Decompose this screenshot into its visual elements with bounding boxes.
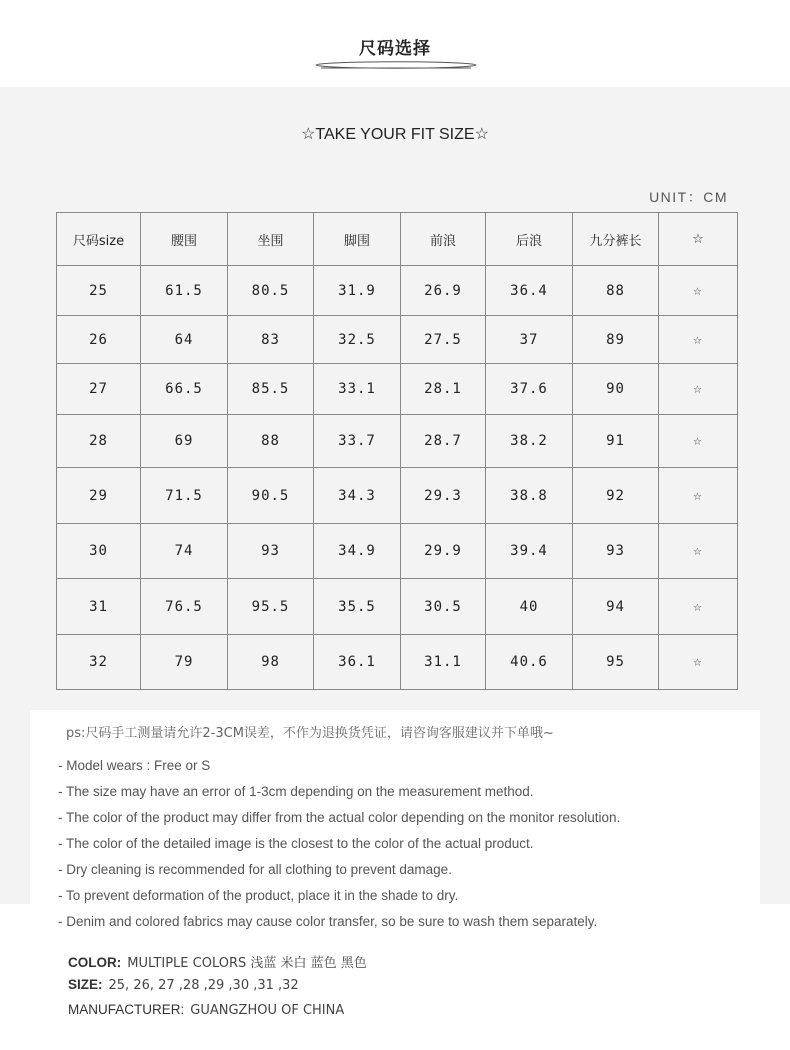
cell-back-rise: 38.2 xyxy=(486,415,573,468)
note-item: - The color of the product may differ from the actual color depending on the monitor resolution. xyxy=(58,810,621,825)
cell-hip: 93 xyxy=(228,524,314,579)
table-row xyxy=(57,266,738,316)
cell-hem: 34.3 xyxy=(314,468,401,524)
star-icon: ☆ xyxy=(659,579,738,635)
page-title: 尺码选择 xyxy=(359,39,431,59)
cell-back-rise: 36.4 xyxy=(486,266,573,316)
cell-front-rise: 27.5 xyxy=(401,316,486,364)
color-label: COLOR: xyxy=(68,955,122,970)
cell-size: 27 xyxy=(57,364,141,415)
cell-hem: 34.9 xyxy=(314,524,401,579)
cell-waist: 61.5 xyxy=(141,266,228,316)
cell-size: 30 xyxy=(57,524,141,579)
cell-back-rise: 40.6 xyxy=(486,635,573,690)
cell-size: 28 xyxy=(57,415,141,468)
cell-waist: 76.5 xyxy=(141,579,228,635)
table-row xyxy=(57,415,738,468)
cell-back-rise: 39.4 xyxy=(486,524,573,579)
header-front-rise: 前浪 xyxy=(401,213,486,266)
cell-hip: 98 xyxy=(228,635,314,690)
cell-waist: 64 xyxy=(141,316,228,364)
cell-waist: 69 xyxy=(141,415,228,468)
cell-length: 92 xyxy=(573,468,659,524)
header-hip: 坐围 xyxy=(228,213,314,266)
manufacturer-value: GUANGZHOU OF CHINA xyxy=(190,1003,345,1018)
cell-front-rise: 30.5 xyxy=(401,579,486,635)
star-icon: ☆ xyxy=(659,635,738,690)
header-length: 九分裤长 xyxy=(573,213,659,266)
header-waist: 腰围 xyxy=(141,213,228,266)
cell-front-rise: 29.3 xyxy=(401,468,486,524)
table-row xyxy=(57,364,738,415)
header xyxy=(0,0,790,87)
cell-hip: 85.5 xyxy=(228,364,314,415)
cell-length: 95 xyxy=(573,635,659,690)
cell-back-rise: 40 xyxy=(486,579,573,635)
cell-waist: 71.5 xyxy=(141,468,228,524)
cell-length: 93 xyxy=(573,524,659,579)
table-row xyxy=(57,316,738,364)
unit-label: UNIT：CM xyxy=(649,189,728,205)
star-icon: ☆ xyxy=(659,213,738,266)
cell-length: 88 xyxy=(573,266,659,316)
cell-hem: 33.1 xyxy=(314,364,401,415)
star-icon: ☆ xyxy=(659,415,738,468)
table-row xyxy=(57,635,738,690)
star-icon: ☆ xyxy=(659,266,738,316)
cell-hem: 32.5 xyxy=(314,316,401,364)
cell-back-rise: 38.8 xyxy=(486,468,573,524)
note-item: - To prevent deformation of the product, place it in the shade to dry. xyxy=(58,888,459,903)
cell-front-rise: 29.9 xyxy=(401,524,486,579)
note-item: - Denim and colored fabrics may cause color transfer, so be sure to wash them separately. xyxy=(58,914,598,929)
manufacturer-label: MANUFACTURER: xyxy=(68,1002,185,1017)
cell-waist: 79 xyxy=(141,635,228,690)
cell-front-rise: 26.9 xyxy=(401,266,486,316)
cell-hip: 95.5 xyxy=(228,579,314,635)
manufacturer-info xyxy=(68,1002,344,1018)
cell-length: 90 xyxy=(573,364,659,415)
table-row xyxy=(57,468,738,524)
color-info xyxy=(68,952,367,971)
cell-length: 94 xyxy=(573,579,659,635)
size-table xyxy=(56,212,738,690)
cell-hip: 88 xyxy=(228,415,314,468)
notes-list xyxy=(58,757,620,939)
cell-size: 31 xyxy=(57,579,141,635)
star-icon: ☆ xyxy=(659,524,738,579)
cell-back-rise: 37 xyxy=(486,316,573,364)
cell-hem: 35.5 xyxy=(314,579,401,635)
note-item: - The size may have an error of 1-3cm depending on the measurement method. xyxy=(58,784,534,799)
cell-front-rise: 28.7 xyxy=(401,415,486,468)
header-hem: 脚围 xyxy=(314,213,401,266)
cell-hip: 90.5 xyxy=(228,468,314,524)
size-label: SIZE: xyxy=(68,977,103,992)
size-info xyxy=(68,977,299,993)
note-item: - Model wears : Free or S xyxy=(58,758,211,773)
table-row xyxy=(57,579,738,635)
cell-hem: 31.9 xyxy=(314,266,401,316)
cell-hem: 33.7 xyxy=(314,415,401,468)
cell-size: 25 xyxy=(57,266,141,316)
cell-hip: 80.5 xyxy=(228,266,314,316)
note-item: - The color of the detailed image is the closest to the color of the actual product. xyxy=(58,836,534,851)
star-icon: ☆ xyxy=(659,468,738,524)
cell-hem: 36.1 xyxy=(314,635,401,690)
title-underline-ornament xyxy=(315,60,477,72)
note-item: - Dry cleaning is recommended for all clothing to prevent damage. xyxy=(58,862,452,877)
header-back-rise: 后浪 xyxy=(486,213,573,266)
size-value: 25, 26, 27 ,28 ,29 ,30 ,31 ,32 xyxy=(108,978,299,993)
cell-length: 91 xyxy=(573,415,659,468)
table-header-row xyxy=(57,213,738,266)
cell-size: 26 xyxy=(57,316,141,364)
cell-hip: 83 xyxy=(228,316,314,364)
cell-back-rise: 37.6 xyxy=(486,364,573,415)
header-size: 尺码size xyxy=(57,213,141,266)
fit-size-heading: ☆TAKE YOUR FIT SIZE☆ xyxy=(301,126,489,143)
star-icon: ☆ xyxy=(659,364,738,415)
cell-front-rise: 28.1 xyxy=(401,364,486,415)
color-value: MULTIPLE COLORS 浅蓝 米白 蓝色 黑色 xyxy=(127,956,367,971)
cell-size: 29 xyxy=(57,468,141,524)
star-icon: ☆ xyxy=(659,316,738,364)
cell-size: 32 xyxy=(57,635,141,690)
table-row xyxy=(57,524,738,579)
cell-waist: 74 xyxy=(141,524,228,579)
cell-length: 89 xyxy=(573,316,659,364)
cell-waist: 66.5 xyxy=(141,364,228,415)
cell-front-rise: 31.1 xyxy=(401,635,486,690)
ps-note: ps:尺码手工测量请允许2-3CM误差，不作为退换货凭证，请咨询客服建议并下单哦~ xyxy=(66,726,554,741)
